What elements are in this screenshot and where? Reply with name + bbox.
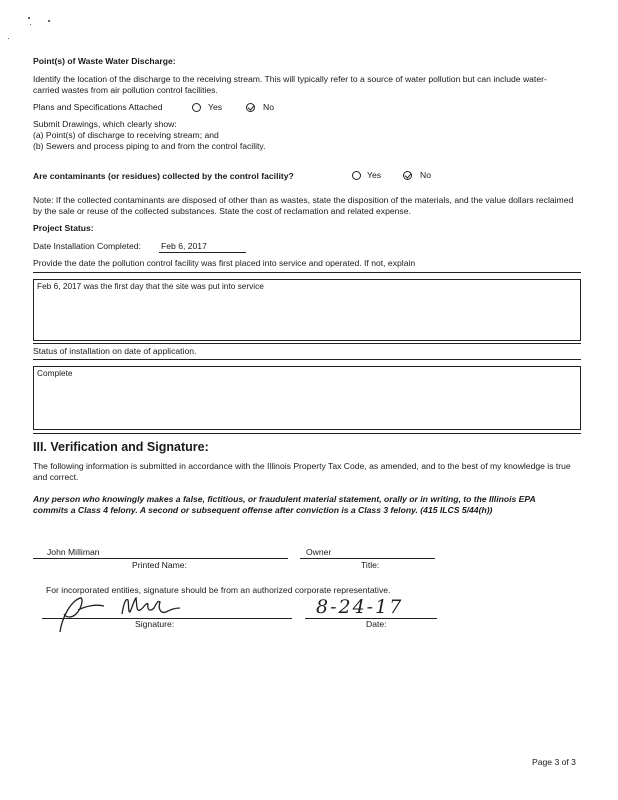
felony-warning: Any person who knowingly makes a false, fictitious, or fraudulent material statement, orally or in writing, to the Illinois EPA commits a Class 4 felony. A second or subsequent offense after conviction is a Class 3 felony. (415 ILCS 5/44(h)) xyxy=(33,494,536,515)
submit-drawings-line: Submit Drawings, which clearly show: xyxy=(33,119,177,129)
printed-name-underline xyxy=(33,558,288,559)
submit-drawings-line: (b) Sewers and process piping to and from the control facility. xyxy=(33,141,266,151)
scan-speck xyxy=(48,20,50,22)
signature-label: Signature: xyxy=(135,619,175,629)
status-answer-box[interactable] xyxy=(33,366,581,430)
waste-water-heading: Point(s) of Waste Water Discharge: xyxy=(33,56,176,66)
date-installed-label: Date Installation Completed: xyxy=(33,241,141,251)
title-value[interactable]: Owner xyxy=(306,547,332,557)
date-installed-value[interactable]: Feb 6, 2017 xyxy=(161,241,207,251)
contaminants-no-label: No xyxy=(420,170,431,180)
project-status-heading: Project Status: xyxy=(33,223,94,233)
date-installed-underline xyxy=(159,252,246,253)
incorporated-note: For incorporated entities, signature should be from an authorized corporate representative. xyxy=(46,585,391,595)
status-prompt: Status of installation on date of application. xyxy=(33,346,197,356)
verification-heading: III. Verification and Signature: xyxy=(33,440,209,454)
contaminants-no-radio[interactable] xyxy=(403,171,412,180)
contaminants-yes-radio[interactable] xyxy=(352,171,361,180)
scan-speck xyxy=(8,38,9,39)
status-answer-text: Complete xyxy=(37,368,73,378)
rule-line xyxy=(33,272,581,273)
contaminants-yes-label: Yes xyxy=(367,170,382,180)
contaminants-note: Note: If the collected contaminants are disposed of other than as wastes, state the disposition of the materials, and the value dollars reclaimed by the sale or reuse of the collected substances. State the cost of reclamation and related expense. xyxy=(33,195,574,216)
plans-label: Plans and Specifications Attached xyxy=(33,102,163,112)
rule-line xyxy=(33,343,581,344)
signature-date-value[interactable]: 8-24-17 xyxy=(316,596,404,618)
scan-speck xyxy=(28,17,30,19)
rule-line xyxy=(33,359,581,360)
plans-no-label: No xyxy=(263,102,274,112)
date-label: Date: xyxy=(366,619,387,629)
page-number: Page 3 of 3 xyxy=(532,757,576,767)
service-answer-box[interactable] xyxy=(33,279,581,341)
contaminants-question: Are contaminants (or residues) collected by the control facility? xyxy=(33,171,294,181)
service-answer-text: Feb 6, 2017 was the first day that the site was put into service xyxy=(37,281,264,291)
title-label: Title: xyxy=(361,560,380,570)
rule-line xyxy=(33,433,581,434)
verification-statement: The following information is submitted in accordance with the Illinois Property Tax Code, as amended, and to the best of my knowledge is true and correct. xyxy=(33,461,571,482)
plans-yes-label: Yes xyxy=(208,102,223,112)
scan-speck xyxy=(30,24,31,25)
printed-name-value[interactable]: John Milliman xyxy=(47,547,100,557)
title-underline xyxy=(300,558,435,559)
plans-yes-radio[interactable] xyxy=(192,103,201,112)
plans-no-radio[interactable] xyxy=(246,103,255,112)
printed-name-label: Printed Name: xyxy=(132,560,187,570)
waste-water-instruction: Identify the location of the discharge to the receiving stream. This will typically refer to a source of water pollution but can include water-carried wastes from air pollution control facilities. xyxy=(33,74,547,95)
signature-image xyxy=(52,588,202,636)
service-prompt: Provide the date the pollution control facility was first placed into service and operated. If not, explain xyxy=(33,258,416,268)
submit-drawings-line: (a) Point(s) of discharge to receiving stream; and xyxy=(33,130,219,140)
